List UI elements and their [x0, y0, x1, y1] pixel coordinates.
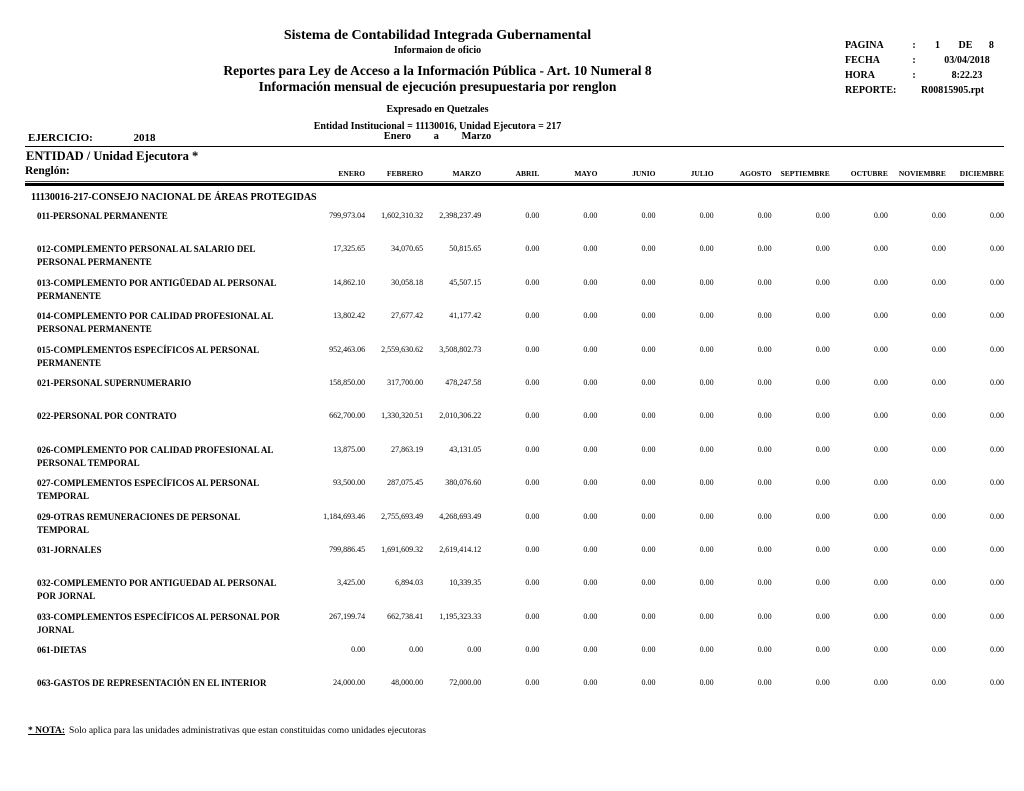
report-header	[150, 28, 725, 132]
cell-value: 0.00	[989, 611, 1004, 621]
month-column-header: JULIO	[690, 169, 714, 178]
cell-value: 0.00	[815, 311, 830, 321]
cell-value: 0.00	[873, 277, 888, 287]
cell-value: 0.00	[583, 678, 598, 688]
cell-value: 0.00	[815, 478, 830, 488]
meta-hora-row	[845, 68, 1013, 83]
cell-value: 0.00	[989, 544, 1004, 554]
cell-value: 0.00	[641, 678, 656, 688]
meta-pagina-row	[845, 38, 1013, 53]
cell-value: 0.00	[931, 544, 946, 554]
budget-table	[25, 190, 1004, 711]
thick-rule	[25, 183, 1004, 186]
cell-value: 0.00	[989, 211, 1004, 220]
entidad-label: ENTIDAD / Unidad Ejecutora *	[26, 149, 199, 163]
cell-value: 2,755,693.49	[381, 511, 424, 521]
month-column-header: MARZO	[452, 169, 482, 178]
row-label: 033-COMPLEMENTOS ESPECÍFICOS AL PERSONAL POR JORNAL	[37, 611, 280, 635]
meta-reporte-row	[845, 83, 1013, 98]
cell-value: 0.00	[699, 377, 714, 387]
cell-value: 158,850.00	[329, 377, 366, 387]
cell-value: 0.00	[699, 244, 714, 254]
cell-value: 0.00	[931, 444, 946, 454]
cell-value: 0.00	[583, 244, 598, 254]
cell-value: 0.00	[931, 578, 946, 588]
cell-value: 0.00	[989, 578, 1004, 588]
cell-value: 0.00	[409, 645, 424, 655]
cell-value: 2,559,630.62	[381, 344, 424, 354]
cell-value: 0.00	[699, 211, 714, 220]
cell-value: 0.00	[583, 377, 598, 387]
cell-value: 0.00	[699, 511, 714, 521]
cell-value: 0.00	[583, 478, 598, 488]
cell-value: 0.00	[467, 645, 482, 655]
row-label: 032-COMPLEMENTO POR ANTIGUEDAD AL PERSONAL POR JORNAL	[37, 578, 276, 602]
page-total: 8	[988, 40, 994, 51]
row-label: 021-PERSONAL SUPERNUMERARIO	[37, 377, 192, 388]
cell-value: 0.00	[583, 311, 598, 321]
cell-value: 0.00	[525, 678, 540, 688]
cell-value: 0.00	[757, 444, 772, 454]
cell-value: 0.00	[583, 211, 598, 220]
cell-value: 0.00	[757, 411, 772, 421]
cell-value: 0.00	[873, 411, 888, 421]
cell-value: 0.00	[641, 244, 656, 254]
pagina-colon: :	[912, 40, 916, 51]
cell-value: 0.00	[525, 544, 540, 554]
footer-note	[28, 726, 426, 736]
cell-value: 0.00	[873, 611, 888, 621]
pagina-value	[921, 38, 1013, 53]
cell-value: 1,184,693.46	[323, 511, 366, 521]
table-row	[25, 243, 1004, 276]
cell-value: 0.00	[525, 344, 540, 354]
cell-value: 0.00	[931, 277, 946, 287]
cell-value: 0.00	[641, 377, 656, 387]
cell-value: 1,602,310.32	[381, 211, 424, 220]
cell-value: 0.00	[525, 244, 540, 254]
table-row	[25, 477, 1004, 510]
table-row	[25, 344, 1004, 377]
cell-value: 0.00	[757, 578, 772, 588]
cell-value: 0.00	[989, 645, 1004, 655]
cell-value: 0.00	[525, 578, 540, 588]
row-label: 014-COMPLEMENTO POR CALIDAD PROFESIONAL AL PERSONAL PERMANENTE	[37, 311, 273, 335]
cell-value: 72,000.00	[449, 678, 482, 688]
cell-value: 0.00	[583, 578, 598, 588]
reporte-colon	[907, 83, 921, 98]
cell-value: 2,619,414.12	[439, 544, 482, 554]
cell-value: 0.00	[757, 478, 772, 488]
cell-value: 45,507.15	[449, 277, 482, 287]
cell-value: 0.00	[873, 578, 888, 588]
table-row	[25, 410, 1004, 443]
cell-value: 0.00	[525, 511, 540, 521]
cell-value: 0.00	[583, 645, 598, 655]
cell-value: 0.00	[873, 544, 888, 554]
cell-value: 27,677.42	[391, 311, 424, 321]
cell-value: 0.00	[873, 377, 888, 387]
cell-value: 0.00	[641, 411, 656, 421]
fecha-colon: :	[912, 55, 916, 66]
cell-value: 0.00	[815, 411, 830, 421]
cell-value: 317,700.00	[387, 377, 424, 387]
cell-value: 0.00	[815, 377, 830, 387]
cell-value: 0.00	[757, 645, 772, 655]
cell-value: 0.00	[873, 344, 888, 354]
ejercicio-label: EJERCICIO:	[28, 132, 93, 144]
cell-value: 0.00	[699, 444, 714, 454]
cell-value: 0.00	[641, 544, 656, 554]
cell-value: 662,738.41	[387, 611, 424, 621]
entity-parameters: Entidad Institucional = 11130016, Unidad Ejecutora = 217	[313, 121, 562, 132]
cell-value: 48,000.00	[391, 678, 424, 688]
cell-value: 0.00	[699, 344, 714, 354]
cell-value: 952,463.06	[329, 344, 366, 354]
cell-value: 0.00	[641, 311, 656, 321]
period-to: Marzo	[461, 131, 492, 142]
cell-value: 0.00	[757, 344, 772, 354]
cell-value: 0.00	[815, 611, 830, 621]
cell-value: 0.00	[931, 478, 946, 488]
cell-value: 0.00	[815, 277, 830, 287]
header-divider-line	[25, 146, 1004, 147]
cell-value: 0.00	[525, 311, 540, 321]
month-column-header: SEPTIEMBRE	[780, 169, 830, 178]
cell-value: 0.00	[699, 611, 714, 621]
cell-value: 0.00	[583, 411, 598, 421]
cell-value: 0.00	[931, 678, 946, 688]
cell-value: 0.00	[815, 344, 830, 354]
row-label: 012-COMPLEMENTO PERSONAL AL SALARIO DEL PERSONAL PERMANENTE	[37, 244, 255, 268]
month-column-header: OCTUBRE	[850, 169, 888, 178]
cell-value: 0.00	[873, 678, 888, 688]
cell-value: 0.00	[873, 244, 888, 254]
report-law-line: Reportes para Ley de Acceso a la Información Pública - Art. 10 Numeral 8	[223, 63, 652, 78]
cell-value: 0.00	[873, 311, 888, 321]
cell-value: 0.00	[757, 544, 772, 554]
month-column-header: JUNIO	[632, 169, 656, 178]
cell-value: 30,058.18	[391, 277, 424, 287]
cell-value: 0.00	[351, 645, 366, 655]
cell-value: 1,195,323.33	[439, 611, 482, 621]
cell-value: 14,862.10	[333, 277, 366, 287]
row-label: 011-PERSONAL PERMANENTE	[37, 211, 168, 221]
cell-value: 0.00	[699, 311, 714, 321]
cell-value: 2,010,306.22	[439, 411, 482, 421]
hora-label: HORA	[845, 70, 875, 81]
cell-value: 0.00	[931, 611, 946, 621]
page-of-label: DE	[958, 40, 973, 51]
cell-value: 0.00	[989, 444, 1004, 454]
hora-value: 8:22.23	[951, 70, 983, 81]
cell-value: 0.00	[525, 611, 540, 621]
cell-value: 0.00	[989, 344, 1004, 354]
cell-value: 0.00	[525, 211, 540, 220]
reporte-value: R00815905.rpt	[921, 85, 985, 96]
period-from: Enero	[383, 131, 411, 142]
cell-value: 0.00	[641, 478, 656, 488]
month-column-header: ABRIL	[515, 169, 540, 178]
cell-value: 0.00	[815, 244, 830, 254]
cell-value: 0.00	[757, 377, 772, 387]
pagina-label: PAGINA	[845, 40, 884, 51]
cell-value: 0.00	[699, 544, 714, 554]
month-column-header: AGOSTO	[739, 169, 772, 178]
cell-value: 0.00	[989, 511, 1004, 521]
row-label: 022-PERSONAL POR CONTRATO	[37, 411, 177, 422]
cell-value: 0.00	[641, 444, 656, 454]
cell-value: 0.00	[525, 411, 540, 421]
cell-value: 0.00	[873, 478, 888, 488]
table-row	[25, 377, 1004, 410]
cell-value: 3,425.00	[337, 578, 366, 588]
cell-value: 0.00	[757, 678, 772, 688]
cell-value: 267,199.74	[329, 611, 366, 621]
cell-value: 0.00	[873, 511, 888, 521]
hora-colon: :	[912, 70, 916, 81]
cell-value: 13,802.42	[333, 311, 366, 321]
cell-value: 0.00	[989, 411, 1004, 421]
row-label: 063-GASTOS DE REPRESENTACIÓN EN EL INTERIOR	[37, 678, 267, 689]
cell-value: 0.00	[699, 478, 714, 488]
cell-value: 662,700.00	[329, 411, 366, 421]
month-column-header: DICIEMBRE	[959, 169, 1004, 178]
cell-value: 41,177.42	[449, 311, 482, 321]
cell-value: 27,863.19	[391, 444, 424, 454]
row-label: 031-JORNALES	[37, 544, 102, 555]
cell-value: 0.00	[931, 211, 946, 220]
cell-value: 0.00	[815, 645, 830, 655]
cell-value: 24,000.00	[333, 678, 366, 688]
table-row	[25, 210, 1004, 243]
cell-value: 1,330,320.51	[381, 411, 424, 421]
cell-value: 0.00	[583, 544, 598, 554]
cell-value: 0.00	[757, 211, 772, 220]
thin-rule	[25, 181, 1004, 182]
fecha-label: FECHA	[845, 55, 880, 66]
cell-value: 0.00	[525, 444, 540, 454]
cell-value: 0.00	[989, 478, 1004, 488]
cell-value: 0.00	[641, 277, 656, 287]
table-row	[25, 544, 1004, 577]
cell-value: 0.00	[757, 611, 772, 621]
table-row	[25, 677, 1004, 710]
table-row	[25, 444, 1004, 477]
table-body	[25, 210, 1004, 711]
cell-value: 0.00	[931, 411, 946, 421]
cell-value: 3,508,802.73	[439, 344, 482, 354]
month-header-row	[25, 165, 1004, 178]
cell-value: 0.00	[641, 211, 656, 220]
cell-value: 287,075.45	[387, 478, 424, 488]
cell-value: 0.00	[525, 645, 540, 655]
cell-value: 0.00	[931, 377, 946, 387]
ejercicio-row	[28, 132, 156, 144]
cell-value: 6,894.03	[395, 578, 424, 588]
cell-value: 0.00	[525, 377, 540, 387]
report-title: Sistema de Contabilidad Integrada Gubernamental	[283, 28, 592, 43]
cell-value: 0.00	[699, 277, 714, 287]
footer-note-text: Solo aplica para las unidades administrativas que estan constituidas como unidades ejecutoras	[69, 726, 426, 736]
cell-value: 0.00	[699, 578, 714, 588]
cell-value: 0.00	[641, 511, 656, 521]
table-row	[25, 611, 1004, 644]
cell-value: 0.00	[757, 311, 772, 321]
cell-value: 0.00	[815, 511, 830, 521]
row-label: 061-DIETAS	[37, 645, 87, 656]
cell-value: 0.00	[641, 578, 656, 588]
cell-value: 0.00	[757, 244, 772, 254]
cell-value: 0.00	[989, 244, 1004, 254]
entity-group-header: 11130016-217-CONSEJO NACIONAL DE ÁREAS PROTEGIDAS	[31, 192, 317, 203]
row-label: 015-COMPLEMENTOS ESPECÍFICOS AL PERSONAL PERMANENTE	[37, 344, 259, 368]
cell-value: 0.00	[989, 277, 1004, 287]
reporte-label: REPORTE:	[845, 85, 897, 96]
cell-value: 380,076.60	[445, 478, 482, 488]
table-row	[25, 310, 1004, 343]
cell-value: 0.00	[931, 244, 946, 254]
row-label: 029-OTRAS REMUNERACIONES DE PERSONAL TEMPORAL	[37, 511, 240, 535]
footer-note-label: * NOTA:	[28, 726, 66, 736]
cell-value: 17,325.65	[333, 244, 366, 254]
cell-value: 0.00	[931, 511, 946, 521]
cell-value: 0.00	[583, 277, 598, 287]
cell-value: 0.00	[641, 344, 656, 354]
cell-value: 1,691,609.32	[381, 544, 424, 554]
table-row	[25, 644, 1004, 677]
cell-value: 0.00	[583, 344, 598, 354]
ejercicio-value: 2018	[133, 132, 156, 144]
row-label: 026-COMPLEMENTO POR CALIDAD PROFESIONAL AL PERSONAL TEMPORAL	[37, 444, 273, 468]
month-column-header: MAYO	[574, 169, 598, 178]
month-column-header: NOVIEMBRE	[898, 169, 946, 178]
month-column-header: ENERO	[338, 169, 366, 178]
cell-value: 0.00	[641, 645, 656, 655]
cell-value: 0.00	[583, 444, 598, 454]
currency-note: Expresado en Quetzales	[386, 104, 489, 115]
cell-value: 0.00	[699, 678, 714, 688]
cell-value: 34,070.65	[391, 244, 424, 254]
row-label: 013-COMPLEMENTO POR ANTIGÜEDAD AL PERSONAL PERMANENTE	[37, 277, 276, 301]
cell-value: 0.00	[989, 678, 1004, 688]
cell-value: 0.00	[931, 344, 946, 354]
cell-value: 0.00	[815, 578, 830, 588]
fecha-value: 03/04/2018	[944, 55, 990, 66]
cell-value: 799,973.04	[329, 211, 366, 220]
cell-value: 799,886.45	[329, 544, 366, 554]
cell-value: 0.00	[815, 211, 830, 220]
cell-value: 0.00	[931, 645, 946, 655]
cell-value: 0.00	[873, 211, 888, 220]
cell-value: 0.00	[583, 511, 598, 521]
cell-value: 0.00	[699, 645, 714, 655]
month-column-header: FEBRERO	[386, 169, 424, 178]
period-separator: a	[433, 131, 439, 142]
cell-value: 0.00	[873, 444, 888, 454]
cell-value: 0.00	[815, 678, 830, 688]
cell-value: 0.00	[815, 444, 830, 454]
report-meta-block	[845, 38, 1013, 98]
cell-value: 478,247.58	[445, 377, 482, 387]
cell-value: 0.00	[931, 311, 946, 321]
cell-value: 50,815.65	[449, 244, 482, 254]
table-row	[25, 277, 1004, 310]
table-top-border	[25, 181, 1004, 186]
cell-value: 0.00	[641, 611, 656, 621]
cell-value: 2,398,237.49	[439, 211, 482, 220]
cell-value: 43,131.05	[449, 444, 482, 454]
cell-value: 10,339.35	[449, 578, 482, 588]
cell-value: 0.00	[757, 511, 772, 521]
cell-value: 4,268,693.49	[439, 511, 482, 521]
cell-value: 0.00	[873, 645, 888, 655]
table-row	[25, 577, 1004, 610]
renglon-label: Renglón:	[25, 165, 70, 177]
cell-value: 0.00	[583, 611, 598, 621]
cell-value: 0.00	[757, 277, 772, 287]
cell-value: 0.00	[699, 411, 714, 421]
meta-fecha-row	[845, 53, 1013, 68]
page-number: 1	[935, 40, 940, 51]
cell-value: 0.00	[815, 544, 830, 554]
row-label: 027-COMPLEMENTOS ESPECÍFICOS AL PERSONAL TEMPORAL	[37, 478, 259, 502]
cell-value: 0.00	[525, 277, 540, 287]
cell-value: 0.00	[989, 377, 1004, 387]
period-range	[150, 131, 725, 142]
cell-value: 13,875.00	[333, 444, 366, 454]
cell-value: 0.00	[525, 478, 540, 488]
cell-value: 0.00	[989, 311, 1004, 321]
report-description-line: Información mensual de ejecución presupuestaria por renglon	[258, 79, 617, 94]
table-row	[25, 511, 1004, 544]
cell-value: 93,500.00	[333, 478, 366, 488]
report-subtitle: Informaion de oficio	[393, 45, 482, 56]
